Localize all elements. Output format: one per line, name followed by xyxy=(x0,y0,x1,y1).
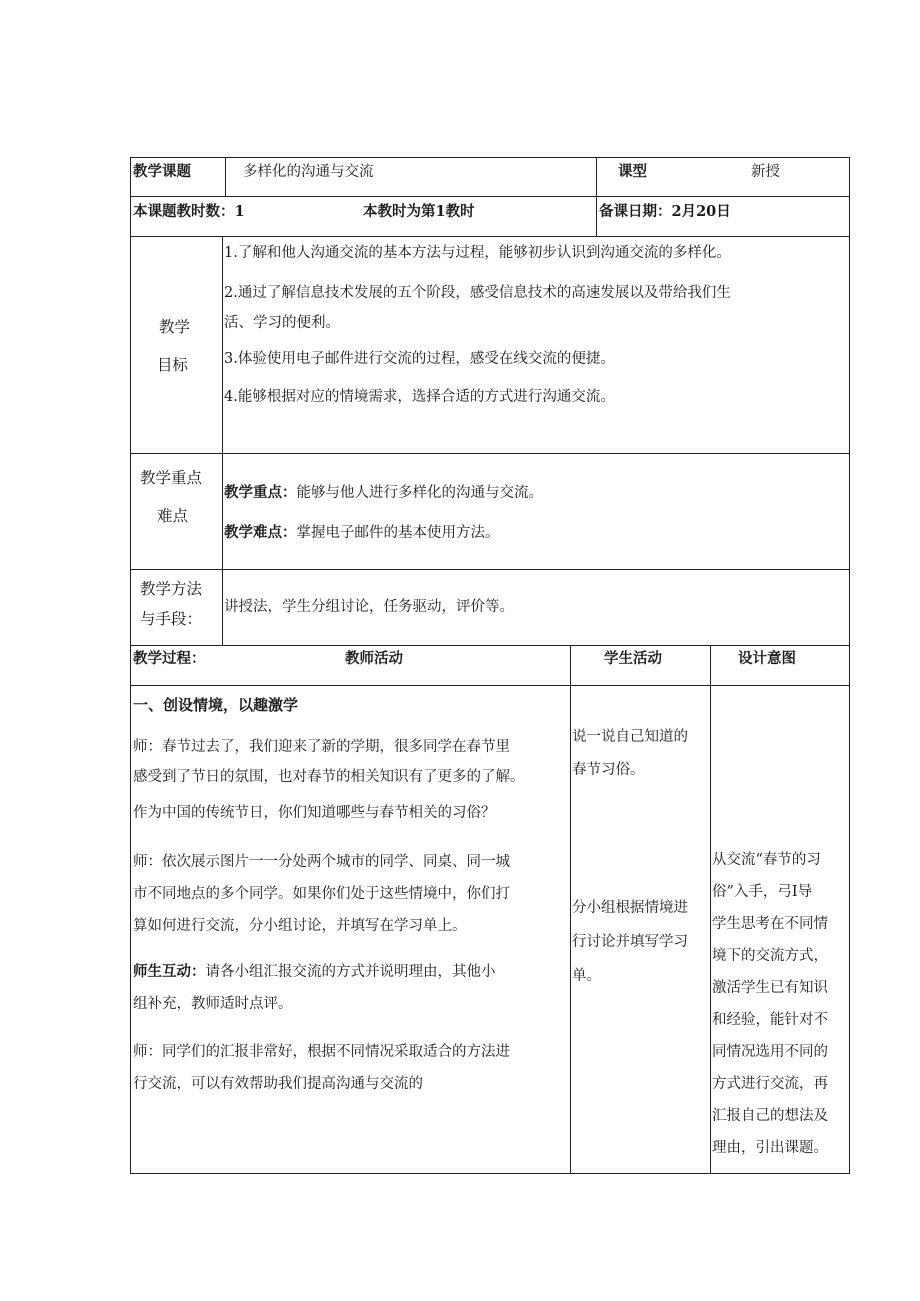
key-point-text: 能够与他人进行多样化的沟通与交流。 xyxy=(296,485,543,501)
design-intent-line: 方式进行交流，再 xyxy=(712,1076,828,1092)
design-intent-line: 从交流“春节的习 xyxy=(712,852,821,868)
design-intent-line: 理由，引出课题。 xyxy=(712,1140,828,1156)
total-hours: 本课题教时数：1 xyxy=(133,203,245,220)
difficult-point-label: 教学难点： xyxy=(224,524,297,541)
prep-date: 备课日期：2月20日 xyxy=(599,203,731,220)
section-title: 一、创设情境，以趣激学 xyxy=(133,696,299,714)
teacher-line: 师：同学们的汇报非常好，根据不同情况采取适合的方法进 xyxy=(133,1044,510,1060)
lesson-type-value: 新授 xyxy=(751,164,780,180)
student-activity-line: 单。 xyxy=(572,968,601,984)
student-activity-header: 学生活动 xyxy=(604,650,662,667)
design-intent-line: 学生思考在不同情 xyxy=(712,916,828,932)
objectives-label-1: 教学 xyxy=(159,318,191,336)
course-label: 教学课题 xyxy=(133,163,191,180)
student-activity-line: 春节习俗。 xyxy=(572,762,645,778)
design-intent-line: 同情况选用不同的 xyxy=(712,1044,828,1060)
objective-item: 2.通过了解信息技术发展的五个阶段，感受信息技术的高速发展以及带给我们生 xyxy=(224,285,731,301)
difficult-point-text: 掌握电子邮件的基本使用方法。 xyxy=(296,525,500,541)
interaction-label: 师生互动： xyxy=(133,963,206,980)
design-intent-line: 汇报自己的想法及 xyxy=(712,1108,828,1124)
design-intent-line: 激活学生已有知识 xyxy=(712,980,828,996)
objective-item: 3.体验使用电子邮件进行交流的过程，感受在线交流的便捷。 xyxy=(224,351,615,367)
key-point xyxy=(224,483,543,503)
design-intent-line: 和经验，能针对不 xyxy=(712,1012,828,1028)
teacher-line: 感受到了节日的氛围，也对春节的相关知识有了更多的了解。 xyxy=(133,769,525,785)
key-point-label: 教学重点： xyxy=(224,484,297,501)
objectives-label-2: 目标 xyxy=(157,356,189,374)
methods-label-2: 与手段： xyxy=(140,610,203,628)
teacher-activity-header: 教师活动 xyxy=(345,650,403,667)
current-hour: 本教时为第1教时 xyxy=(363,203,475,220)
keypoints-label-2: 难点 xyxy=(157,507,189,525)
interaction-text: 请各小组汇报交流的方式并说明理由，其他小 xyxy=(205,964,496,980)
process-label: 教学过程： xyxy=(133,650,206,667)
teacher-line xyxy=(133,962,496,982)
design-intent-header: 设计意图 xyxy=(738,650,796,667)
objective-item: 1.了解和他人沟通交流的基本方法与过程，能够初步认识到沟通交流的多样化。 xyxy=(224,245,731,261)
objective-item: 活、学习的便利。 xyxy=(224,315,340,331)
student-activity-line: 行讨论并填写学习 xyxy=(572,934,688,950)
teacher-line: 行交流，可以有效帮助我们提高沟通与交流的 xyxy=(133,1076,423,1092)
design-intent-line: 俗”入手，弓I导 xyxy=(712,884,813,900)
objective-item: 4.能够根据对应的情境需求，选择合适的方式进行沟通交流。 xyxy=(224,389,615,405)
teacher-line: 师：依次展示图片一一分处两个城市的同学、同桌、同一城 xyxy=(133,854,510,870)
teacher-line: 师：春节过去了，我们迎来了新的学期，很多同学在春节里 xyxy=(133,739,510,755)
student-activity-line: 说一说自己知道的 xyxy=(572,729,688,745)
teacher-line: 市不同地点的多个同学。如果你们处于这些情境中，你们打 xyxy=(133,886,510,902)
teacher-line: 作为中国的传统节日，你们知道哪些与春节相关的习俗？ xyxy=(133,805,496,821)
student-activity-line: 分小组根据情境进 xyxy=(572,900,688,916)
lesson-type-label: 课型 xyxy=(618,163,647,180)
teacher-line: 组补充，教师适时点评。 xyxy=(133,996,293,1012)
difficult-point xyxy=(224,523,500,543)
methods-label-1: 教学方法 xyxy=(140,580,203,598)
teacher-line: 算如何进行交流，分小组讨论，并填写在学习单上。 xyxy=(133,918,467,934)
course-title: 多样化的沟通与交流 xyxy=(243,164,374,180)
keypoints-label-1: 教学重点 xyxy=(140,469,203,487)
methods-text: 讲授法，学生分组讨论，任务驱动，评价等。 xyxy=(224,599,514,615)
design-intent-line: 境下的交流方式， xyxy=(712,948,828,964)
